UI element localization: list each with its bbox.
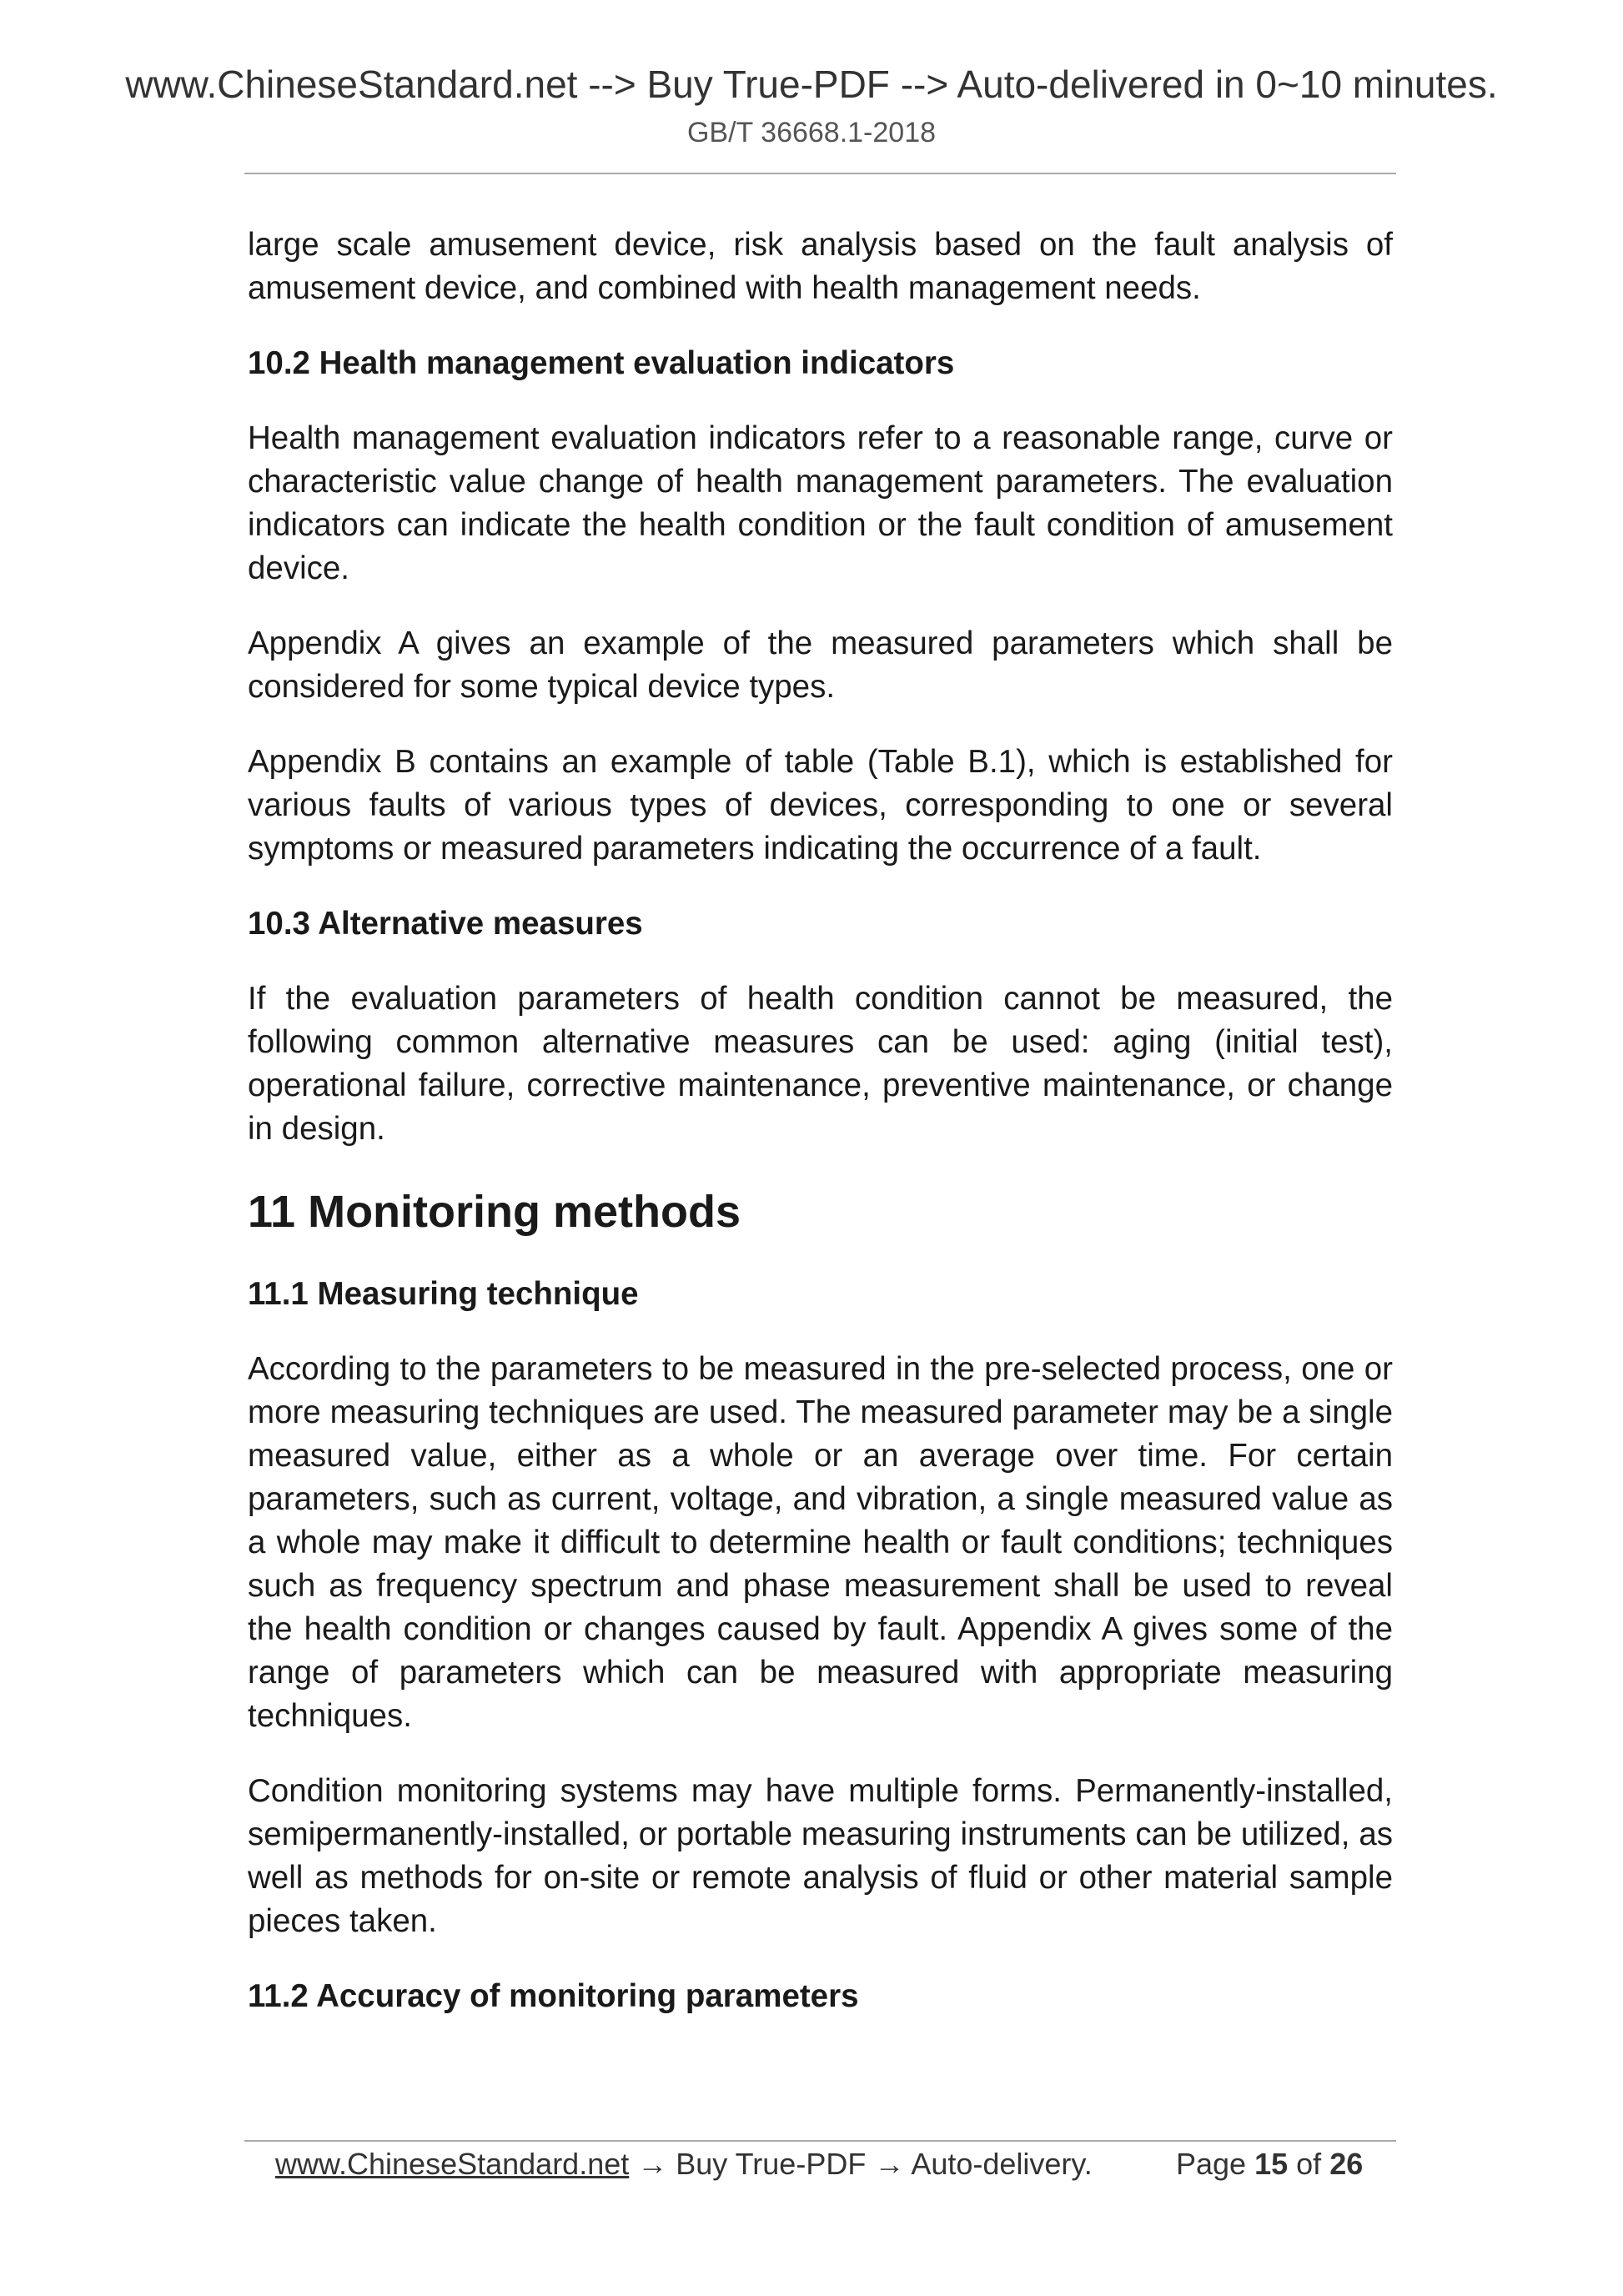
standard-id: GB/T 36668.1-2018 xyxy=(686,117,937,148)
heading-10-3: 10.3 Alternative measures xyxy=(248,906,643,942)
page-total: 26 xyxy=(1329,2147,1364,2181)
heading-11: 11 Monitoring methods xyxy=(248,1187,741,1237)
paragraph-10-2-b: Appendix A gives an example of the measured parameters which shall be considered for some typical device types. xyxy=(248,625,1393,705)
footer-tail-text: → Buy True-PDF → Auto-delivery. xyxy=(629,2147,1093,2181)
paragraph-10-3: If the evaluation parameters of health condition cannot be measured, the following common alternative measures can be used: aging (initial test), operational failure, corrective maintenance, preventive maintenance, or change in design. xyxy=(248,981,1393,1147)
document-body xyxy=(248,224,1393,2050)
header-banner: www.ChineseStandard.net --> Buy True-PDF --> Auto-delivered in 0~10 minutes. xyxy=(125,63,1498,106)
footer-site-link[interactable]: www.ChineseStandard.net xyxy=(275,2147,630,2181)
page-indicator xyxy=(1176,2143,1363,2185)
page-footer xyxy=(275,2143,1384,2185)
paragraph-intro: large scale amusement device, risk analysis based on the fault analysis of amusement device, and combined with health management needs. xyxy=(248,227,1393,306)
heading-10-2: 10.2 Health management evaluation indicators xyxy=(248,345,955,381)
paragraph-10-2-a: Health management evaluation indicators refer to a reasonable range, curve or characteristic value change of health management parameters. The evaluation indicators can indicate the health condition or the fault condition of amusement device. xyxy=(248,420,1393,586)
header-divider xyxy=(244,173,1396,174)
of-label: of xyxy=(1296,2147,1322,2181)
page-number: 15 xyxy=(1254,2147,1289,2181)
heading-11-1: 11.1 Measuring technique xyxy=(248,1276,639,1312)
footer-divider xyxy=(244,2140,1396,2142)
page-label: Page xyxy=(1176,2147,1247,2181)
paragraph-11-1-b: Condition monitoring systems may have multiple forms. Permanently-installed, semipermanently-installed, or portable measuring instruments can be utilized, as well as methods for on-site or remote analysis of fluid or other material sample pieces taken. xyxy=(248,1773,1393,1939)
heading-11-2: 11.2 Accuracy of monitoring parameters xyxy=(248,1978,859,2014)
paragraph-11-1-a: According to the parameters to be measured in the pre-selected process, one or more measuring techniques are used. The measured parameter may be a single measured value, either as a whole or an average over time. For certain parameters, such as current, voltage, and vibration, a single measured value as a whole may make it difficult to determine health or fault conditions; techniques such as frequency spectrum and phase measurement shall be used to reveal the health condition or changes caused by fault. Appendix A gives some of the range of parameters which can be measured with appropriate measuring techniques. xyxy=(248,1351,1393,1734)
paragraph-10-2-c: Appendix B contains an example of table (Table B.1), which is established for various faults of various types of devices, corresponding to one or several symptoms or measured parameters indicating the occurrence of a fault. xyxy=(248,744,1393,867)
